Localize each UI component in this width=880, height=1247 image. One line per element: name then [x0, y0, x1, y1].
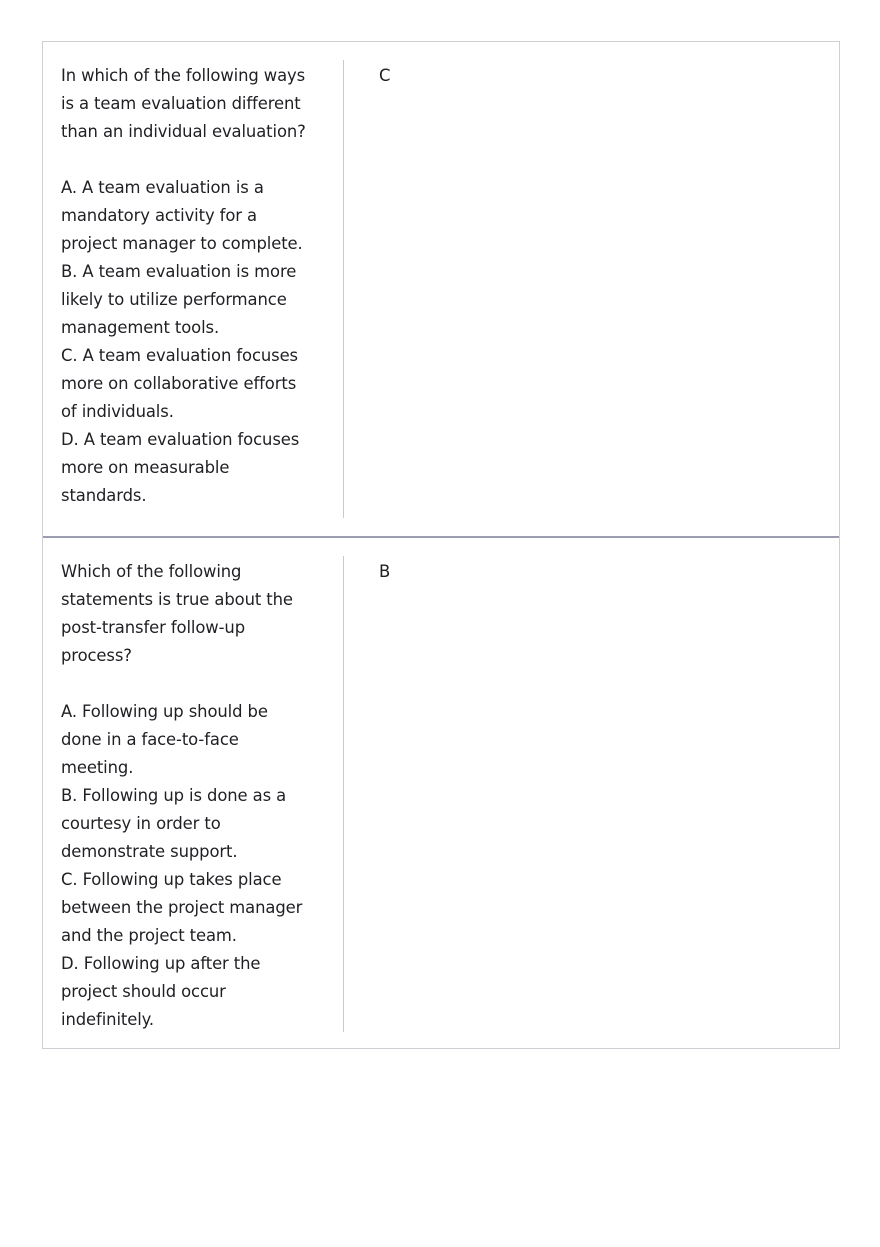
column-divider	[343, 556, 344, 1032]
flashcard	[43, 536, 839, 1048]
option-c: C. A team evaluation focuses more on collaborative efforts of individuals.	[61, 346, 299, 421]
question-stem: Which of the following statements is true about the post-transfer follow-up process?	[61, 562, 293, 665]
question-stem: In which of the following ways is a team evaluation different than an individual evaluation?	[61, 66, 306, 141]
option-d: D. Following up after the project should occur indefinitely.	[61, 954, 261, 1029]
option-b: B. A team evaluation is more likely to utilize performance management tools.	[61, 262, 297, 337]
flashcard-list	[42, 41, 840, 1049]
card-answer: C	[379, 66, 391, 85]
flashcard	[43, 42, 839, 536]
card-question	[61, 558, 311, 1034]
card-answer: B	[379, 562, 391, 581]
card-question	[61, 62, 311, 510]
column-divider	[343, 60, 344, 518]
option-a: A. A team evaluation is a mandatory activity for a project manager to complete.	[61, 178, 303, 253]
option-d: D. A team evaluation focuses more on measurable standards.	[61, 430, 300, 505]
option-c: C. Following up takes place between the project manager and the project team.	[61, 870, 303, 945]
option-b: B. Following up is done as a courtesy in order to demonstrate support.	[61, 786, 287, 861]
option-a: A. Following up should be done in a face-to-face meeting.	[61, 702, 268, 777]
